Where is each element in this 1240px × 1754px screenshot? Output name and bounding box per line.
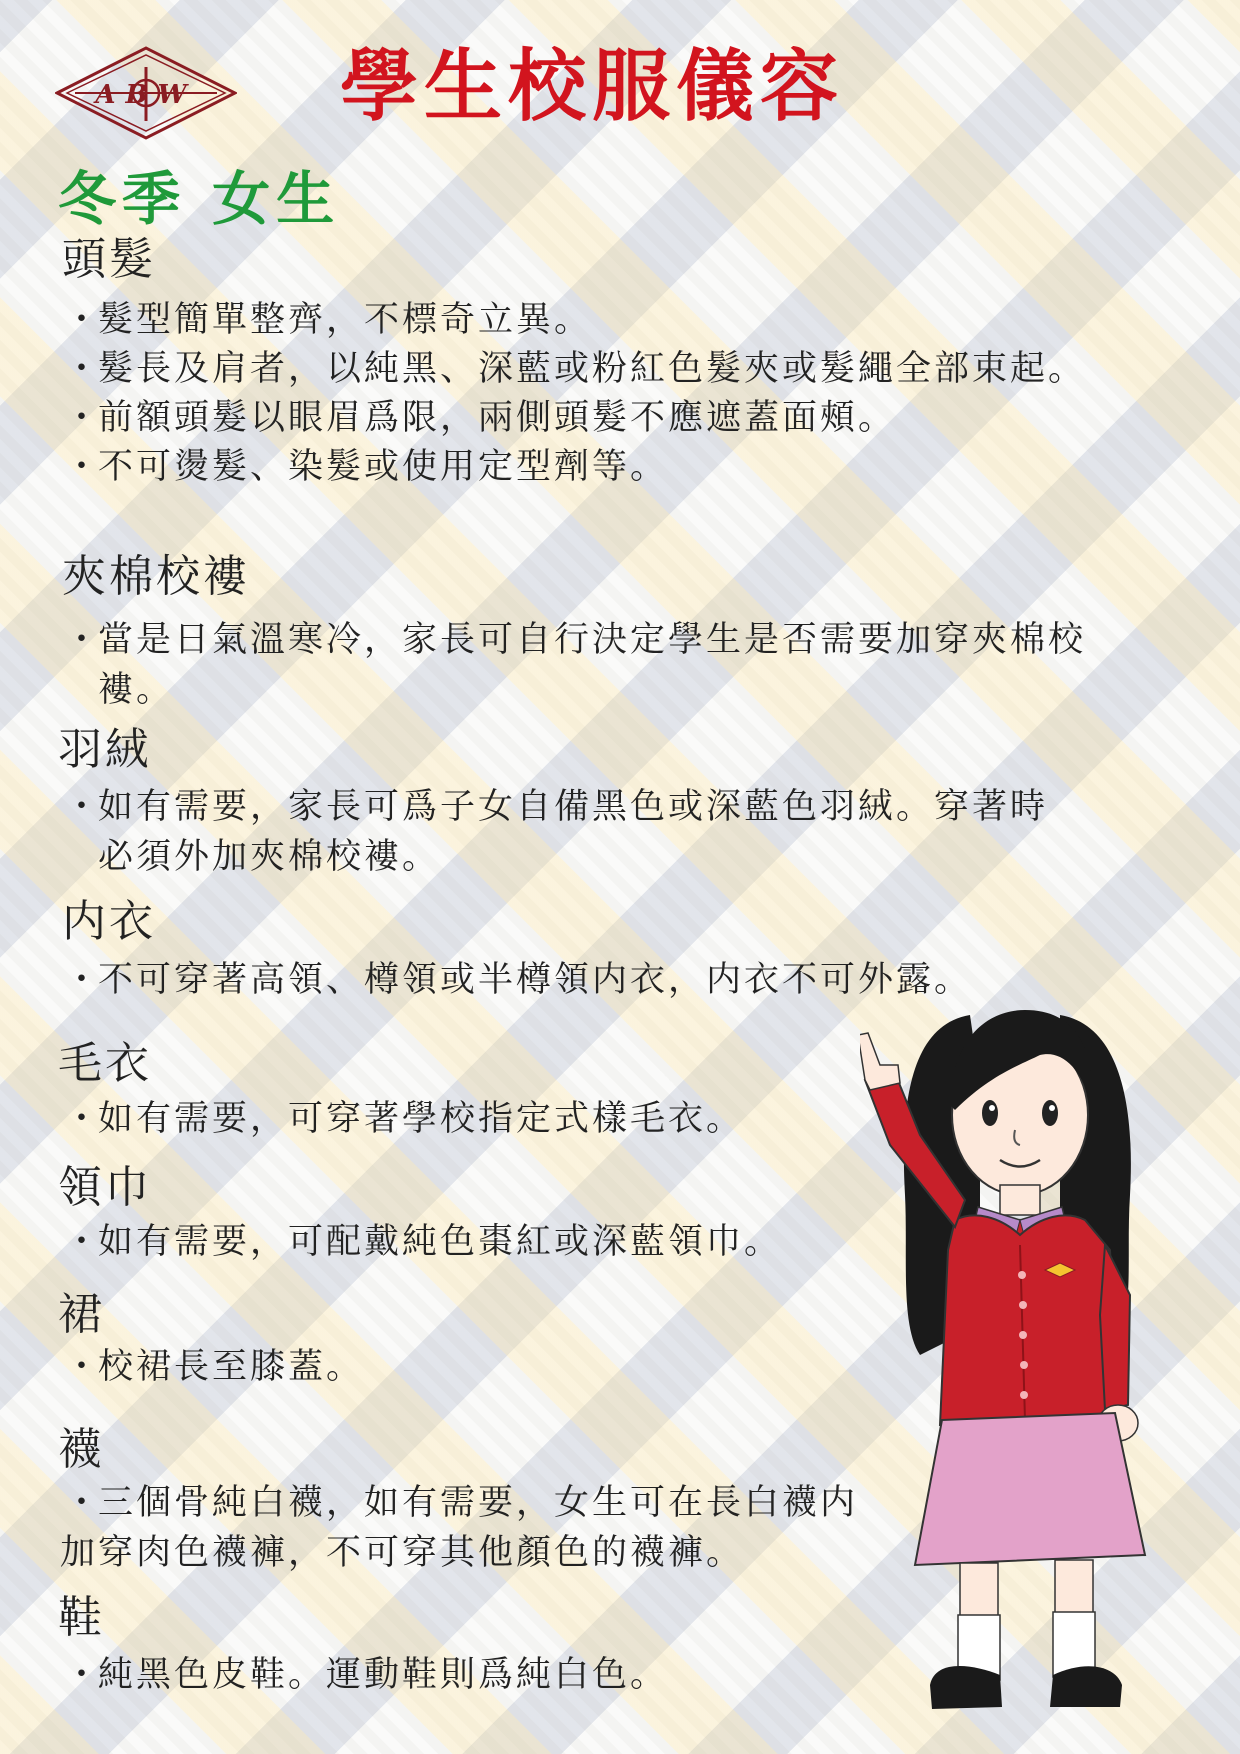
- sweater-heading: 毛衣: [58, 1038, 152, 1089]
- sweater-item: ・如有需要，可穿著學校指定式樣毛衣。: [64, 1094, 744, 1144]
- bullet-dot: ・: [64, 960, 103, 1000]
- bullet-dot: ・: [64, 398, 103, 438]
- logo-lettering: ABW: [95, 80, 197, 110]
- student-illustration: [860, 995, 1190, 1725]
- hair-item-2: ・髮長及肩者，以純黑、深藍或粉紅色髮夾或髮繩全部束起。: [64, 344, 1086, 394]
- bullet-dot: ・: [64, 620, 103, 660]
- scarf-heading: 領巾: [58, 1162, 152, 1213]
- hair-item-3: ・前額頭髮以眼眉爲限，兩側頭髮不應遮蓋面頰。: [64, 393, 896, 443]
- socks-heading: 襪: [58, 1424, 105, 1475]
- coat-heading: 夾棉校褸: [62, 551, 250, 602]
- underwear-item: ・不可穿著高領、樽領或半樽領内衣，内衣不可外露。: [64, 955, 972, 1005]
- bullet-dot: ・: [64, 300, 103, 340]
- underwear-heading: 内衣: [62, 896, 156, 947]
- bullet-dot: ・: [64, 787, 103, 827]
- hair-heading: 頭髮: [62, 234, 156, 285]
- down-item: ・如有需要，家長可爲子女自備黑色或深藍色羽絨。穿著時 必須外加夾棉校褸。: [64, 782, 1048, 882]
- shoes-item: ・純黑色皮鞋。運動鞋則爲純白色。: [64, 1650, 668, 1700]
- down-heading: 羽絨: [58, 724, 152, 775]
- bullet-dot: ・: [64, 1655, 103, 1695]
- skirt-heading: 裙: [58, 1289, 105, 1340]
- socks-item: ・三個骨純白襪，如有需要，女生可在長白襪内 加穿肉色襪褲，不可穿其他顏色的襪褲。: [64, 1478, 858, 1578]
- shoes-heading: 鞋: [58, 1592, 105, 1643]
- hair-item-4: ・不可燙髮、染髮或使用定型劑等。: [64, 442, 668, 492]
- bullet-dot: ・: [64, 349, 103, 389]
- season-subtitle: 冬季 女生: [58, 165, 341, 233]
- coat-item: ・當是日氣溫寒冷，家長可自行決定學生是否需要加穿夾棉校 褸。: [64, 615, 1086, 715]
- hair-item-1: ・髮型簡單整齊，不標奇立異。: [64, 295, 592, 345]
- bullet-dot: ・: [64, 1347, 103, 1387]
- bullet-dot: ・: [64, 1099, 103, 1139]
- school-logo: [55, 45, 237, 141]
- skirt-item: ・校裙長至膝蓋。: [64, 1342, 364, 1392]
- bullet-dot: ・: [64, 447, 103, 487]
- bullet-dot: ・: [64, 1222, 103, 1262]
- page-title: 學生校服儀容: [340, 41, 845, 132]
- scarf-item: ・如有需要，可配戴純色棗紅或深藍領巾。: [64, 1217, 782, 1267]
- bullet-dot: ・: [64, 1483, 103, 1523]
